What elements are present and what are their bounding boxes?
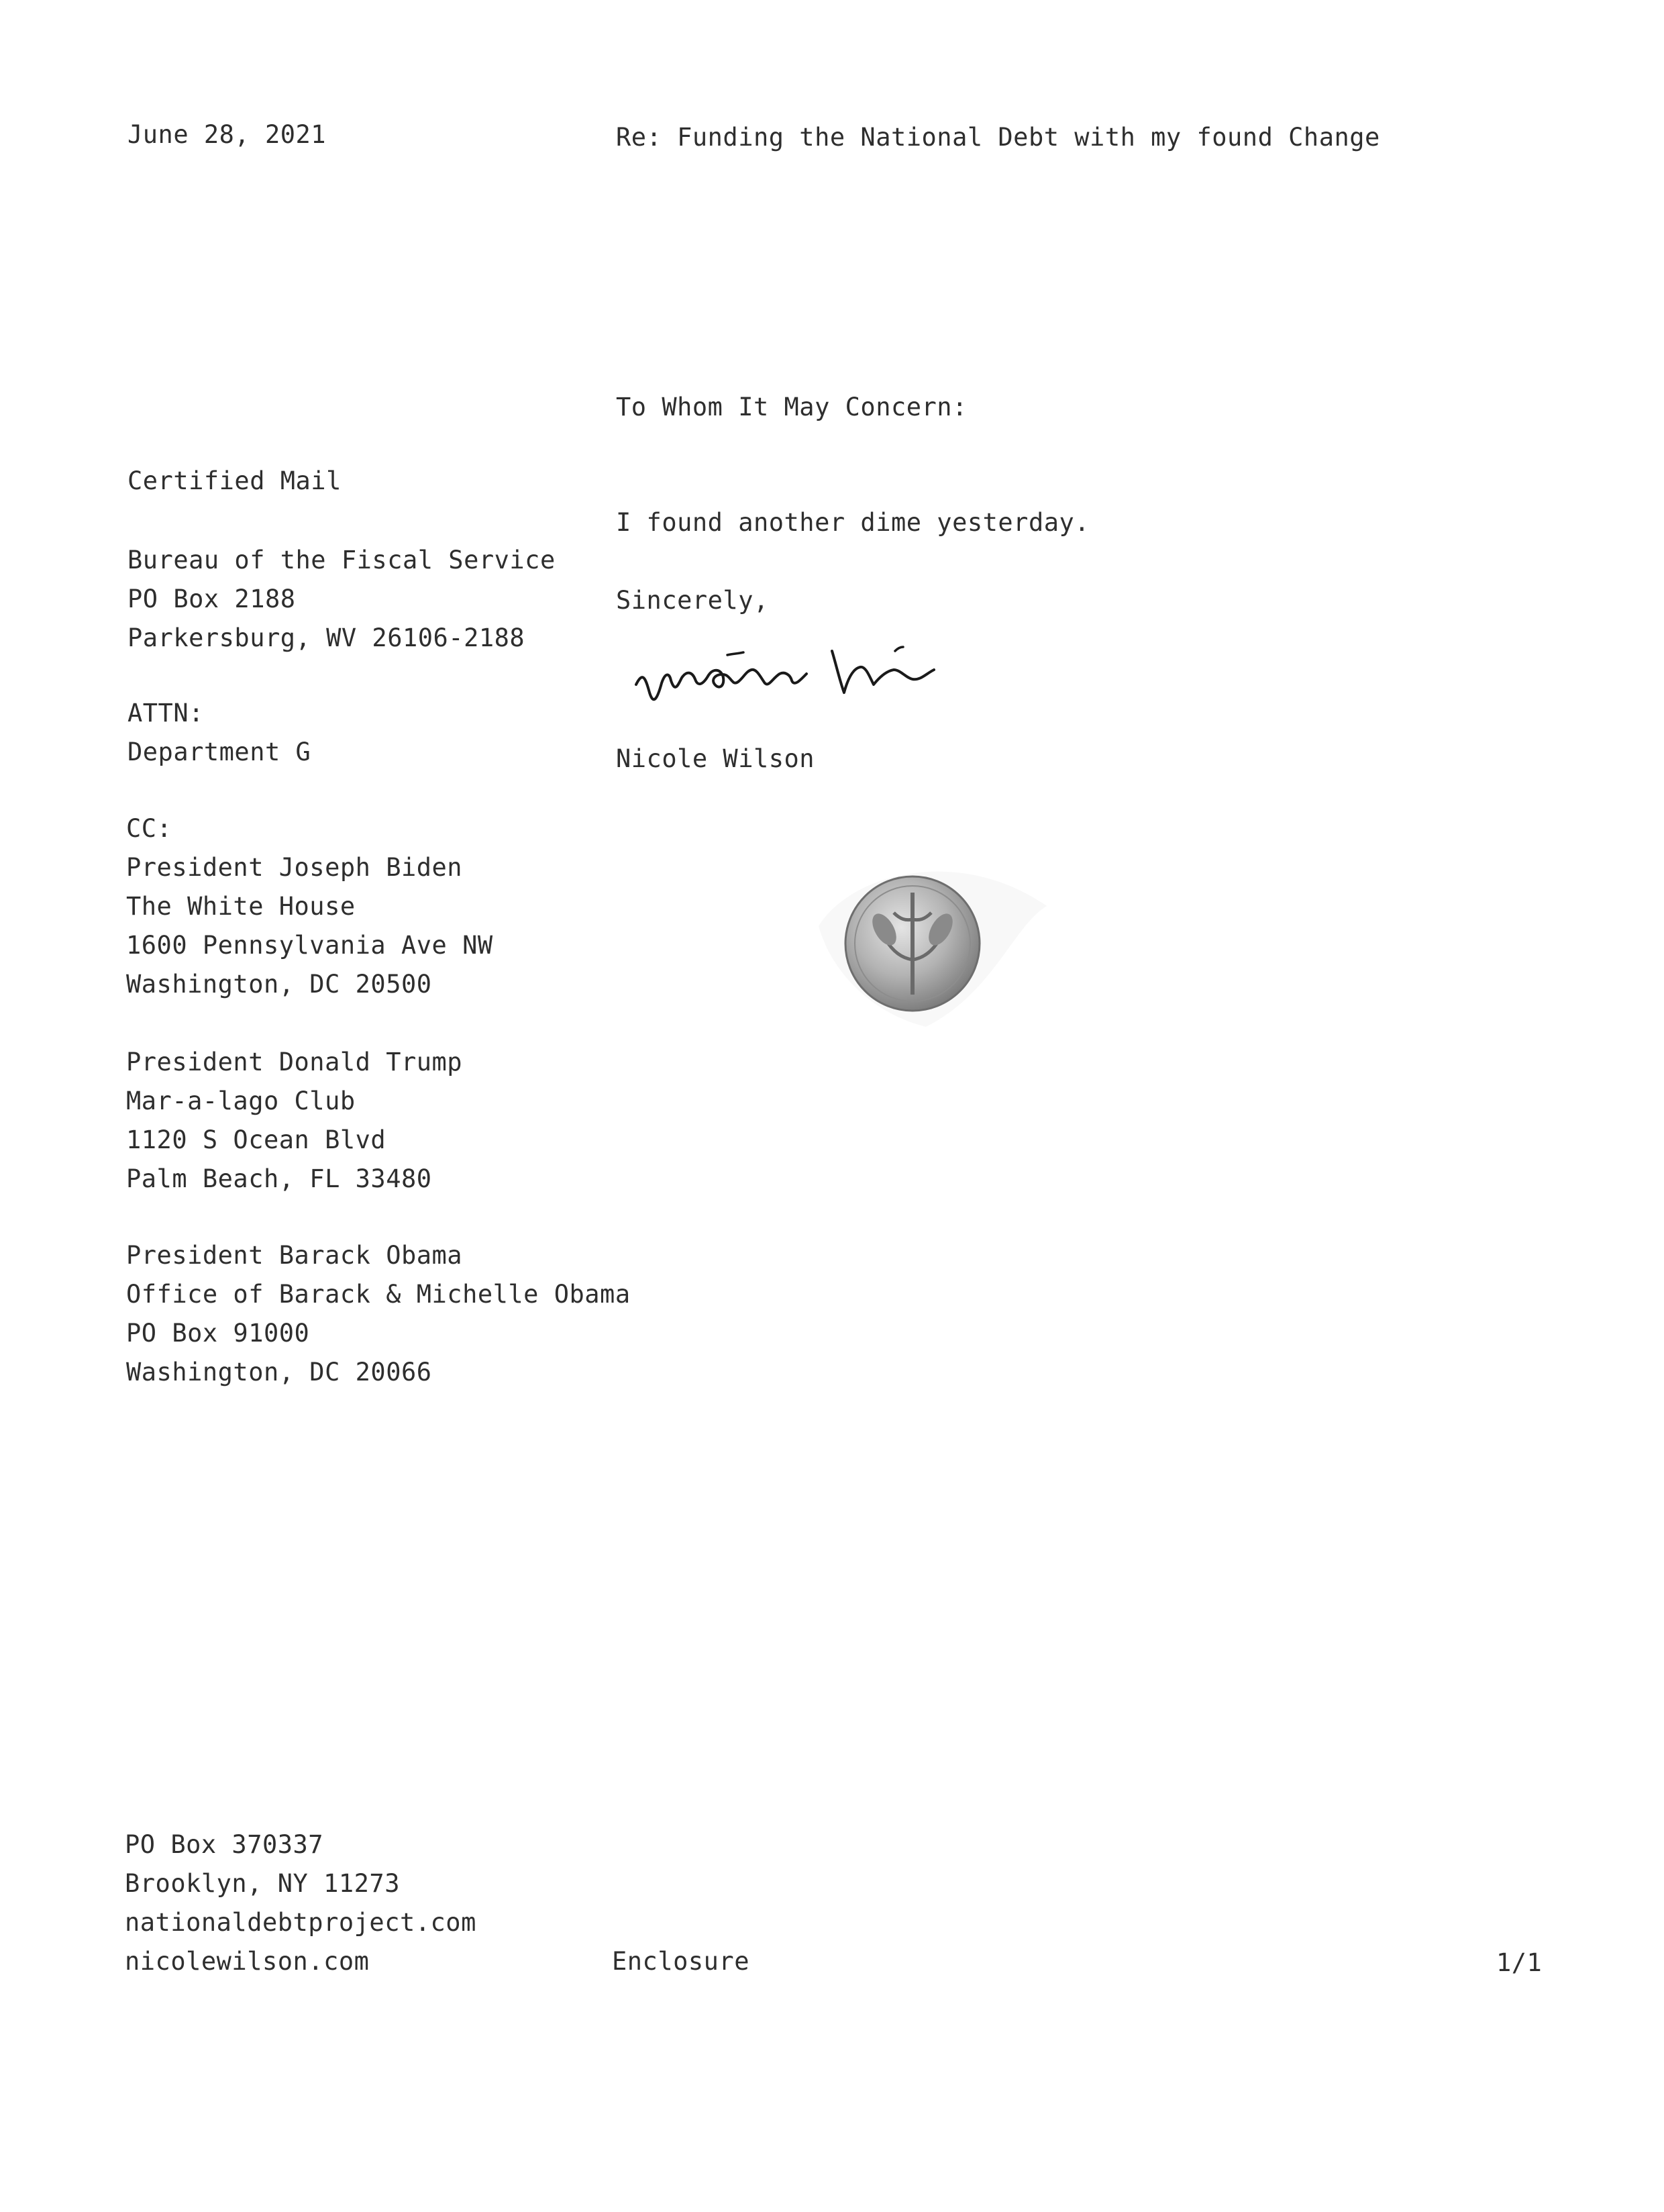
letter-date: June 28, 2021 xyxy=(127,120,327,149)
recipient-city: Parkersburg, WV 26106-2188 xyxy=(127,623,525,652)
cc-line: Washington, DC 20066 xyxy=(126,1358,432,1387)
cc-line: President Barack Obama xyxy=(126,1241,463,1270)
cc-line: President Donald Trump xyxy=(126,1048,463,1076)
attention-value: Department G xyxy=(127,738,311,766)
attention-label: ATTN: xyxy=(127,699,204,727)
footer-website[interactable]: nicolewilson.com xyxy=(125,1947,370,1976)
recipient-name: Bureau of the Fiscal Service xyxy=(127,546,556,574)
recipient-address xyxy=(127,541,556,658)
sender-name: Nicole Wilson xyxy=(616,744,815,773)
cc-line: PO Box 91000 xyxy=(126,1319,310,1348)
footer-city: Brooklyn, NY 11273 xyxy=(125,1869,400,1898)
footer-address xyxy=(125,1825,476,1981)
cc-line: Mar-a-lago Club xyxy=(126,1087,356,1115)
closing: Sincerely, xyxy=(616,586,769,615)
cc-line: Palm Beach, FL 33480 xyxy=(126,1164,432,1193)
letter-subject: Re: Funding the National Debt with my found Change xyxy=(616,123,1380,152)
delivery-method: Certified Mail xyxy=(127,466,342,495)
cc-line: The White House xyxy=(126,892,356,921)
salutation: To Whom It May Concern: xyxy=(616,393,968,421)
footer-website[interactable]: nationaldebtproject.com xyxy=(125,1908,476,1937)
cc-line: 1600 Pennsylvania Ave NW xyxy=(126,931,493,960)
cc-block xyxy=(126,809,493,1004)
footer-po-box: PO Box 370337 xyxy=(125,1830,324,1859)
cc-line: Office of Barack & Michelle Obama xyxy=(126,1280,631,1309)
enclosure-label: Enclosure xyxy=(612,1947,749,1976)
cc-recipient xyxy=(126,1043,462,1199)
cc-line: Washington, DC 20500 xyxy=(126,970,432,999)
dime-coin-icon xyxy=(792,825,1074,1054)
cc-line: 1120 S Ocean Blvd xyxy=(126,1125,386,1154)
page-number: 1/1 xyxy=(1496,1948,1543,1977)
attention-block xyxy=(127,694,311,772)
cc-recipient xyxy=(126,1236,631,1392)
recipient-po-box: PO Box 2188 xyxy=(127,585,296,613)
signature-icon xyxy=(631,631,993,718)
cc-line: President Joseph Biden xyxy=(126,853,463,882)
cc-label: CC: xyxy=(126,814,172,843)
letter-body: I found another dime yesterday. xyxy=(616,508,1090,537)
